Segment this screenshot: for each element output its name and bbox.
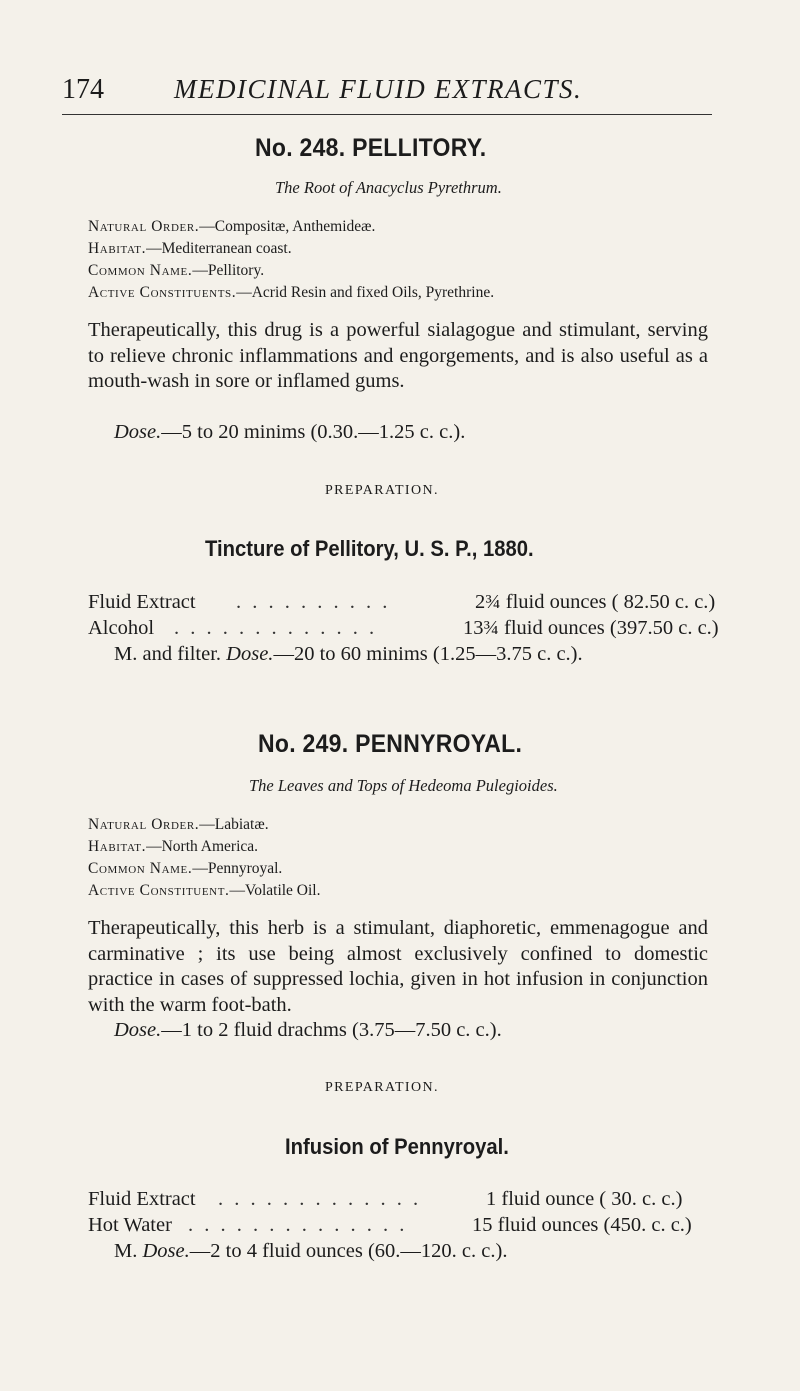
preparation-title: Tincture of Pellitory, U. S. P., 1880. <box>205 536 534 561</box>
directions-line: M. Dose.—2 to 4 fluid ounces (60.—120. c. c.). <box>114 1240 508 1262</box>
meta-natural-order: Natural Order.—Labiatæ. <box>88 816 269 833</box>
preparation-title: Infusion of Pennyroyal. <box>285 1134 509 1159</box>
entry-title: No. 248. PELLITORY. <box>255 134 487 162</box>
meta-natural-order: Natural Order.—Compositæ, Anthemideæ. <box>88 218 376 235</box>
ingredient-row: Fluid Extract . . . . . . . . . . . . . 1 fluid ounce ( 30. c. c.) <box>88 1188 683 1210</box>
ingredient-row: Hot Water . . . . . . . . . . . . . . 15 fluid ounces (450. c. c.) <box>88 1214 692 1236</box>
entry-title: No. 249. PENNYROYAL. <box>258 730 523 758</box>
meta-habitat: Habitat.—North America. <box>88 838 259 855</box>
dose-line: Dose.—1 to 2 fluid drachms (3.75—7.50 c. c.). <box>114 1019 502 1041</box>
meta-active-constituents: Active Constituents.—Acrid Resin and fixed Oils, Pyrethrine. <box>88 284 495 301</box>
ingredient-row: Alcohol . . . . . . . . . . . . . 13¾ fluid ounces (397.50 c. c.) <box>88 617 719 639</box>
ingredient-row: Fluid Extract . . . . . . . . . . 2¾ fluid ounces ( 82.50 c. c.) <box>88 591 716 613</box>
dose-line: Dose.—5 to 20 minims (0.30.—1.25 c. c.). <box>114 421 466 443</box>
meta-common-name: Common Name.—Pennyroyal. <box>88 860 283 877</box>
entry-body-text: Therapeutically, this drug is a powerful sialagogue and stimulant, serving to relieve chronic inflammations and engorgements, and is also useful as a mouth-wash in sore or inflamed gums. <box>88 319 708 392</box>
page-header <box>62 70 712 115</box>
preparation-heading: PREPARATION. <box>325 483 439 498</box>
meta-active-constituent: Active Constituent.—Volatile Oil. <box>88 882 321 899</box>
entry-body-text: Therapeutically, this herb is a stimulant, diaphoretic, emmenagogue and carminative ; its use being almost exclusively confined to domestic practice in cases of suppressed lochia, given in hot infusion in conjunction with the warm foot-bath. <box>88 917 708 1016</box>
meta-common-name: Common Name.—Pellitory. <box>88 262 265 279</box>
entry-subtitle: The Leaves and Tops of Hedeoma Pulegioides. <box>249 776 558 795</box>
preparation-heading: PREPARATION. <box>325 1080 439 1095</box>
page-number: 174 <box>62 74 104 105</box>
entry-subtitle: The Root of Anacyclus Pyrethrum. <box>275 178 502 197</box>
directions-line: M. and filter. Dose.—20 to 60 minims (1.25—3.75 c. c.). <box>114 643 583 665</box>
running-head: MEDICINAL FLUID EXTRACTS. <box>174 74 583 104</box>
meta-habitat: Habitat.—Mediterranean coast. <box>88 240 292 257</box>
